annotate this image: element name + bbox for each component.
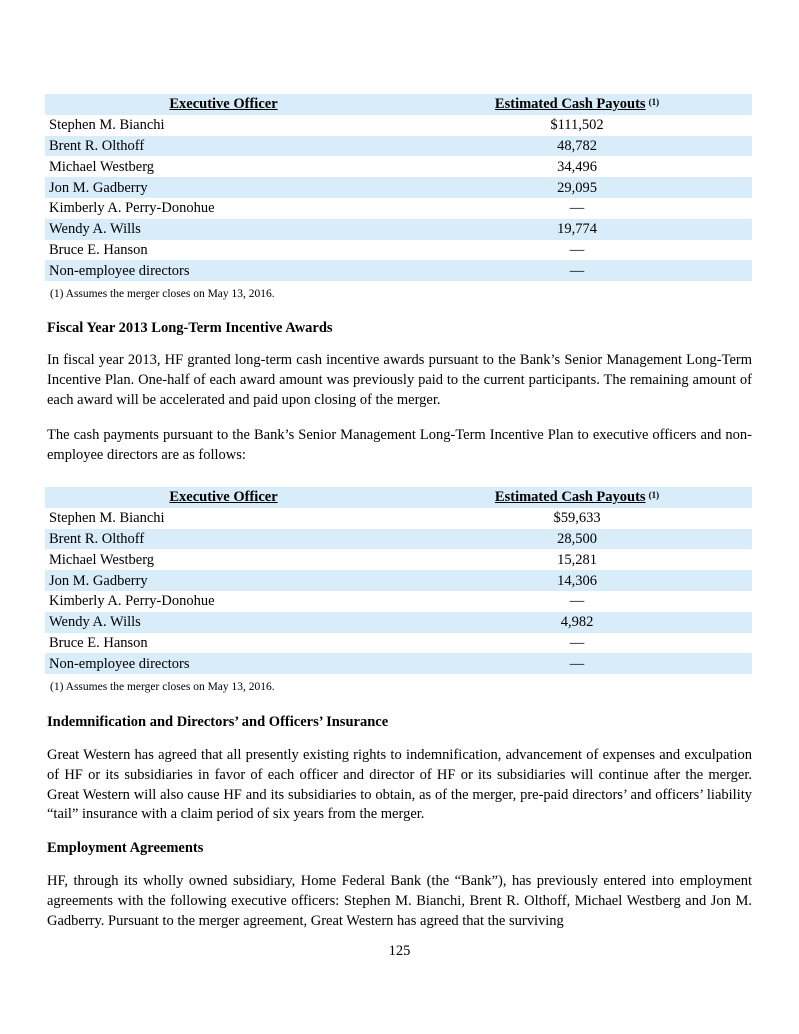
- payout-value: —: [569, 200, 585, 217]
- header-estimated-cash-payouts: Estimated Cash Payouts $^{(1)}$: [402, 487, 752, 508]
- page-number: 125: [388, 943, 411, 959]
- section-heading-employment: Employment Agreements: [47, 840, 204, 856]
- table-row: [45, 198, 752, 219]
- table-row: [45, 529, 752, 550]
- officer-name: Stephen M. Bianchi: [49, 510, 165, 527]
- payout-value: —: [569, 241, 585, 258]
- cash-payouts-table-1: [45, 94, 752, 281]
- table-1-footnote: (1) Assumes the merger closes on May 13, 2016.: [50, 288, 275, 300]
- table-row: [45, 156, 752, 177]
- section-heading-indemnification: Indemnification and Directors’ and Officers’ Insurance: [47, 714, 389, 730]
- table-row: [45, 653, 752, 674]
- table-2-footnote: (1) Assumes the merger closes on May 13, 2016.: [50, 681, 275, 693]
- footnote-ref: (1): [648, 490, 660, 501]
- fy2013-paragraph-1: In fiscal year 2013, HF granted long-term cash incentive awards pursuant to the Bank’s Senior Management Long-Term Incentive Plan. One-half of each award amount was previously paid to the current participants. The remaining amount of each award will be accelerated and paid upon closing of the merger.: [47, 352, 752, 408]
- table-row: [45, 136, 752, 157]
- officer-name: Michael Westberg: [49, 158, 155, 175]
- header-estimated-cash-payouts: Estimated Cash Payouts $^{(1)}$: [402, 94, 752, 115]
- payout-value: 34,496: [557, 158, 597, 175]
- indemnification-paragraph: Great Western has agreed that all presently existing rights to indemnification, advancement of expenses and exculpation of HF or its subsidiaries in favor of each officer and director of HF or its subsidiaries will continue after the merger. Great Western will also cause HF and its subsidiaries to obtain, as of the merger, pre-paid directors’ and officers’ liability “tail” insurance with a claim period of six years from the merger.: [47, 747, 752, 823]
- fy2013-paragraph-2: The cash payments pursuant to the Bank’s Senior Management Long-Term Incentive Plan to executive officers and non-employee directors are as follows:: [47, 427, 752, 463]
- table-row: [45, 591, 752, 612]
- table-row: [45, 240, 752, 261]
- table-row: [45, 570, 752, 591]
- table-row: [45, 549, 752, 570]
- cash-payouts-table-2: [45, 487, 752, 674]
- officer-name: Non-employee directors: [45, 260, 402, 281]
- footnote-ref: (1): [648, 97, 660, 108]
- table-row: [45, 219, 752, 240]
- table-header-row: [45, 487, 752, 508]
- officer-name: Non-employee directors: [45, 653, 402, 674]
- officer-name: Brent R. Olthoff: [45, 136, 402, 157]
- payout-value: —: [569, 593, 585, 610]
- officer-name: Brent R. Olthoff: [45, 529, 402, 550]
- header-executive-officer: Executive Officer: [45, 487, 402, 508]
- officer-name: Jon M. Gadberry: [45, 177, 402, 198]
- payout-value: 14,306: [402, 570, 752, 591]
- table-row: [45, 177, 752, 198]
- payout-value: 48,782: [402, 136, 752, 157]
- officer-name: Wendy A. Wills: [45, 612, 402, 633]
- payout-value: 29,095: [402, 177, 752, 198]
- payout-value: 4,982: [402, 612, 752, 633]
- section-heading-fy2013: Fiscal Year 2013 Long-Term Incentive Awards: [47, 320, 333, 336]
- payout-value: 28,500: [402, 529, 752, 550]
- officer-name: Kimberly A. Perry-Donohue: [49, 593, 215, 610]
- table-header-row: [45, 94, 752, 115]
- officer-name: Kimberly A. Perry-Donohue: [49, 200, 215, 217]
- table-row: [45, 508, 752, 529]
- officer-name: Jon M. Gadberry: [45, 570, 402, 591]
- payout-value: 15,281: [557, 551, 597, 568]
- payout-value: $111,502: [550, 117, 604, 134]
- payout-value: —: [402, 260, 752, 281]
- table-row: [45, 633, 752, 654]
- officer-name: Stephen M. Bianchi: [49, 117, 165, 134]
- payout-value: $59,633: [553, 510, 601, 527]
- officer-name: Wendy A. Wills: [45, 219, 402, 240]
- header-executive-officer: Executive Officer: [45, 94, 402, 115]
- payout-value: 19,774: [402, 219, 752, 240]
- employment-paragraph: HF, through its wholly owned subsidiary, Home Federal Bank (the “Bank”), has previously entered into employment agreements with the following executive officers: Stephen M. Bianchi, Brent R. Olthoff, Michael Westberg and Jon M. Gadberry. Pursuant to the merger agreement, Great Western has agreed that the surviving: [47, 873, 752, 929]
- officer-name: Bruce E. Hanson: [49, 241, 148, 258]
- table-row: [45, 260, 752, 281]
- table-row: [45, 612, 752, 633]
- officer-name: Michael Westberg: [49, 551, 155, 568]
- officer-name: Bruce E. Hanson: [49, 634, 148, 651]
- payout-value: —: [402, 653, 752, 674]
- table-row: [45, 115, 752, 136]
- payout-value: —: [569, 634, 585, 651]
